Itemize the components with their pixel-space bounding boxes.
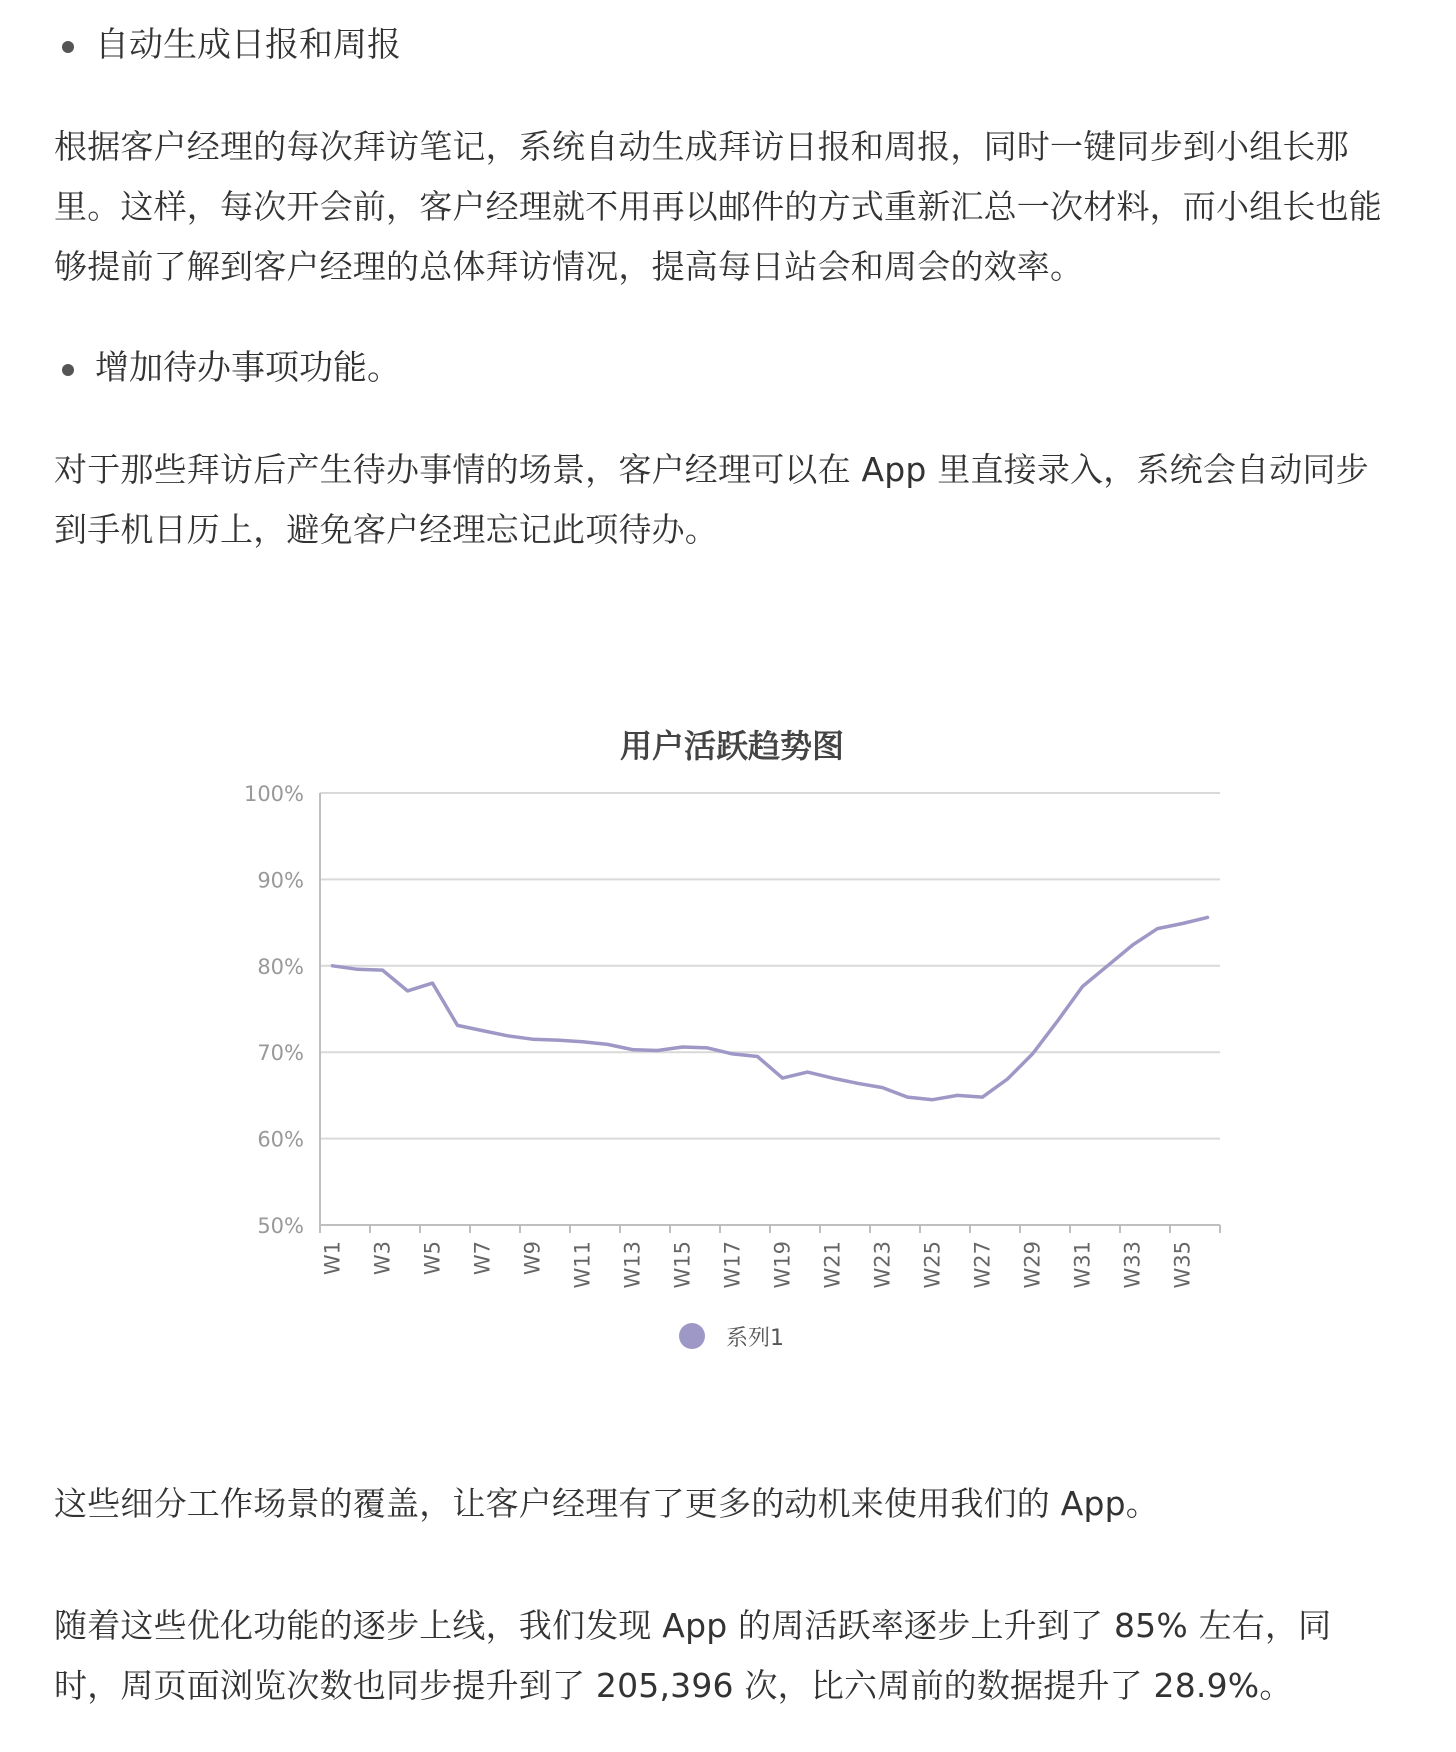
data-point (1131, 944, 1134, 947)
chart-title: 用户活跃趋势图 (619, 727, 845, 765)
data-point (456, 1024, 459, 1027)
data-point (1081, 985, 1084, 988)
x-tick-label: W35 (1170, 1241, 1195, 1289)
paragraph-line: 里。这样，每次开会前，客户经理就不用再以邮件的方式重新汇总一次材料，而小组长也能 (54, 187, 1382, 226)
legend-label-series-1: 系列1 (726, 1326, 784, 1351)
paragraph-line: 够提前了解到客户经理的总体拜访情况，提高每日站会和周会的效率。 (54, 247, 1084, 286)
paragraph-todo-description (54, 440, 1424, 560)
x-axis (320, 793, 1220, 1289)
data-point (906, 1096, 909, 1099)
data-point (706, 1046, 709, 1049)
series-line (333, 917, 1208, 1099)
bullet-dot (62, 41, 74, 53)
data-point (731, 1052, 734, 1055)
data-point (1181, 922, 1184, 925)
data-point (1006, 1077, 1009, 1080)
x-tick-label: W25 (920, 1241, 945, 1289)
data-point (1156, 927, 1159, 930)
y-tick-label: 70% (257, 1041, 304, 1066)
x-tick-label: W3 (370, 1241, 395, 1276)
bullet-item-daily-weekly-report (54, 20, 401, 70)
paragraph-line: 随着这些优化功能的逐步上线，我们发现 App 的周活跃率逐步上升到了 85% 左右，同 (54, 1606, 1332, 1645)
data-point (956, 1094, 959, 1097)
data-point (506, 1034, 509, 1037)
data-point (756, 1055, 759, 1058)
y-tick-label: 100% (243, 782, 304, 806)
x-tick-label: W21 (820, 1241, 845, 1289)
data-point (556, 1039, 559, 1042)
paragraph-line: 对于那些拜访后产生待办事情的场景，客户经理可以在 App 里直接录入，系统会自动同步 (54, 450, 1369, 489)
x-tick-label: W11 (570, 1241, 595, 1289)
y-tick-label: 90% (257, 868, 304, 893)
data-point (1031, 1052, 1034, 1055)
x-tick-label: W17 (720, 1241, 745, 1289)
data-point (681, 1046, 684, 1049)
legend-marker-series-1 (679, 1323, 705, 1349)
data-point (331, 964, 334, 967)
x-tick-label: W33 (1120, 1241, 1145, 1289)
data-point (431, 982, 434, 985)
paragraph-coverage (54, 1474, 1424, 1534)
y-axis-ticks (244, 782, 304, 1238)
data-point (381, 969, 384, 972)
paragraph-line: 时，周页面浏览次数也同步提升到了 205,396 次，比六周前的数据提升了 28.9%。 (54, 1666, 1293, 1705)
x-tick-label: W13 (620, 1241, 645, 1289)
bullet-item-todo (54, 343, 401, 393)
paragraph-line: 这些细分工作场景的覆盖，让客户经理有了更多的动机来使用我们的 App。 (54, 1484, 1159, 1523)
bullet-text: 增加待办事项功能。 (95, 348, 401, 388)
x-tick-label: W15 (670, 1241, 695, 1289)
user-activity-chart (0, 700, 1456, 1380)
x-tick-label: W23 (870, 1241, 895, 1289)
y-tick-label: 50% (257, 1214, 304, 1238)
bullet-dot (62, 364, 74, 376)
data-point (781, 1077, 784, 1080)
data-point (981, 1096, 984, 1099)
data-point (631, 1048, 634, 1051)
data-point (931, 1098, 934, 1101)
x-tick-label: W5 (420, 1241, 445, 1276)
data-point (581, 1040, 584, 1043)
x-tick-label: W29 (1020, 1241, 1045, 1289)
data-point (806, 1071, 809, 1074)
chart-series (331, 916, 1209, 1101)
data-point (856, 1082, 859, 1085)
data-point (831, 1077, 834, 1080)
paragraph-results (54, 1596, 1424, 1716)
x-tick-label: W27 (970, 1241, 995, 1289)
data-point (406, 989, 409, 992)
data-point (656, 1049, 659, 1052)
chart-svg (0, 700, 1456, 1380)
data-point (1056, 1020, 1059, 1023)
data-point (606, 1043, 609, 1046)
x-tick-label: W1 (320, 1241, 345, 1276)
bullet-text: 自动生成日报和周报 (95, 25, 401, 65)
y-tick-label: 60% (257, 1127, 304, 1152)
chart-grid (320, 793, 1220, 1139)
x-tick-label: W31 (1070, 1241, 1095, 1289)
x-tick-label: W19 (770, 1241, 795, 1289)
x-tick-label: W9 (520, 1241, 545, 1276)
data-point (881, 1086, 884, 1089)
paragraph-line: 根据客户经理的每次拜访笔记，系统自动生成拜访日报和周报，同时一键同步到小组长那 (54, 127, 1349, 166)
data-point (1106, 964, 1109, 967)
data-point (1206, 916, 1209, 919)
data-point (356, 968, 359, 971)
paragraph-report-description (54, 117, 1424, 297)
paragraph-line: 到手机日历上，避免客户经理忘记此项待办。 (54, 510, 718, 549)
chart-legend (679, 1323, 784, 1351)
data-point (531, 1038, 534, 1041)
y-tick-label: 80% (257, 954, 304, 979)
x-tick-label: W7 (470, 1241, 495, 1276)
data-point (481, 1029, 484, 1032)
